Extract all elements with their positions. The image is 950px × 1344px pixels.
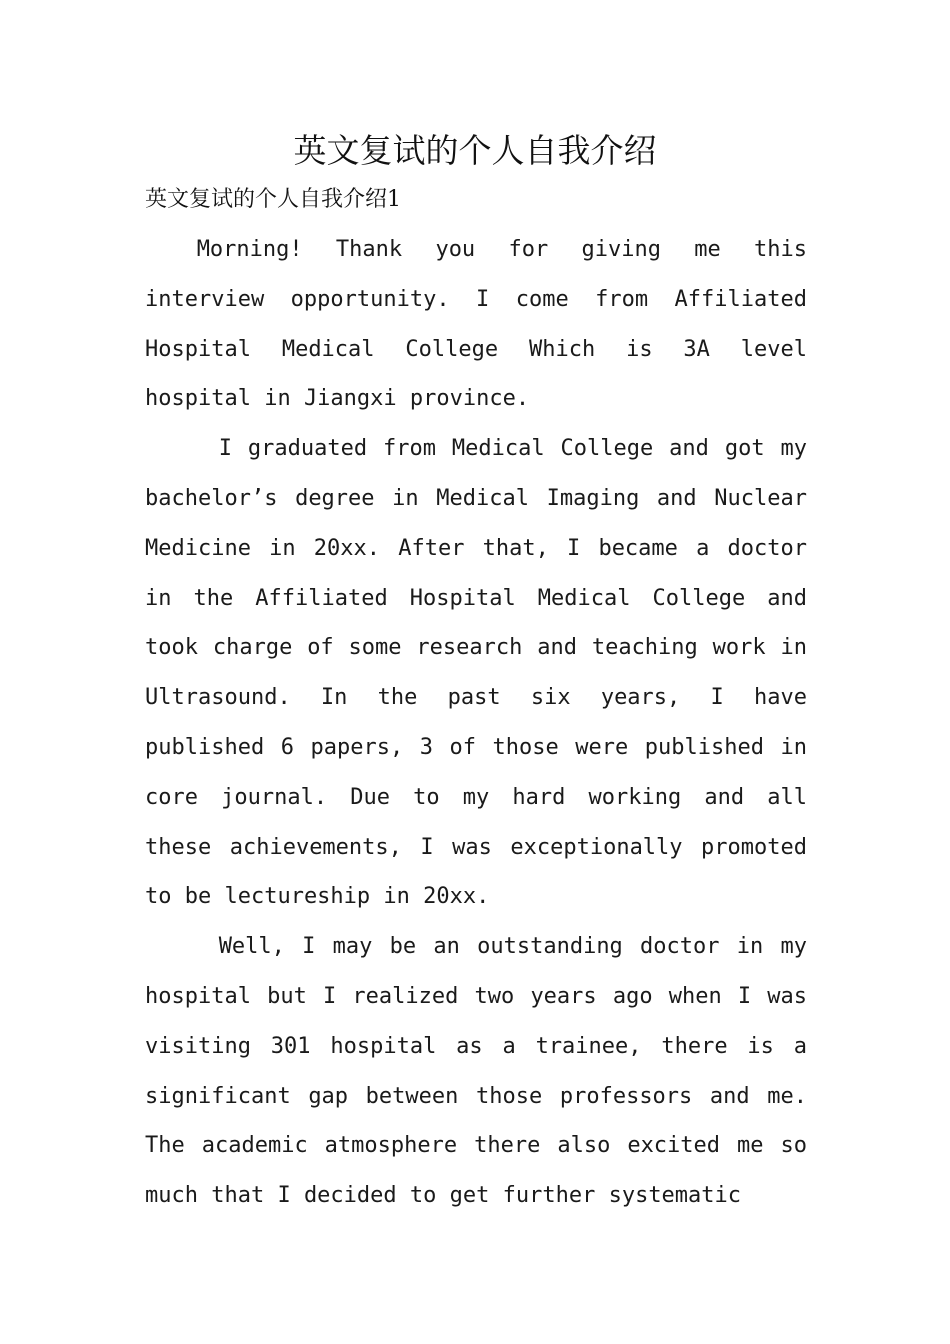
section-heading: 英文复试的个人自我介绍1 xyxy=(145,187,401,212)
paragraph-1: Morning! Thank you for giving me this interview opportunity. I come from Affiliated Hospital Medical College Which is 3A level hospital in Jiangxi province. xyxy=(145,237,807,412)
paragraph-2: I graduated from Medical College and got my bachelor’s degree in Medical Imaging and Nuclear Medicine in 20xx. After that, I became a doctor in the Affiliated Hospital Medical College and took charge of some research and teaching work in Ultrasound. In the past six years, I have published 6 papers, 3 of those were published in core journal. Due to my hard working and all these achievements, I was exceptionally promoted to be lectureship in 20xx. xyxy=(145,436,807,910)
document-body xyxy=(145,225,807,1221)
document-title: 英文复试的个人自我介绍 xyxy=(293,131,657,170)
paragraph-3: Well, I may be an outstanding doctor in my hospital but I realized two years ago when I was visiting 301 hospital as a trainee, there is a significant gap between those professors and me. The academic atmosphere there also excited me so much that I decided to get further systematic xyxy=(145,934,807,1209)
